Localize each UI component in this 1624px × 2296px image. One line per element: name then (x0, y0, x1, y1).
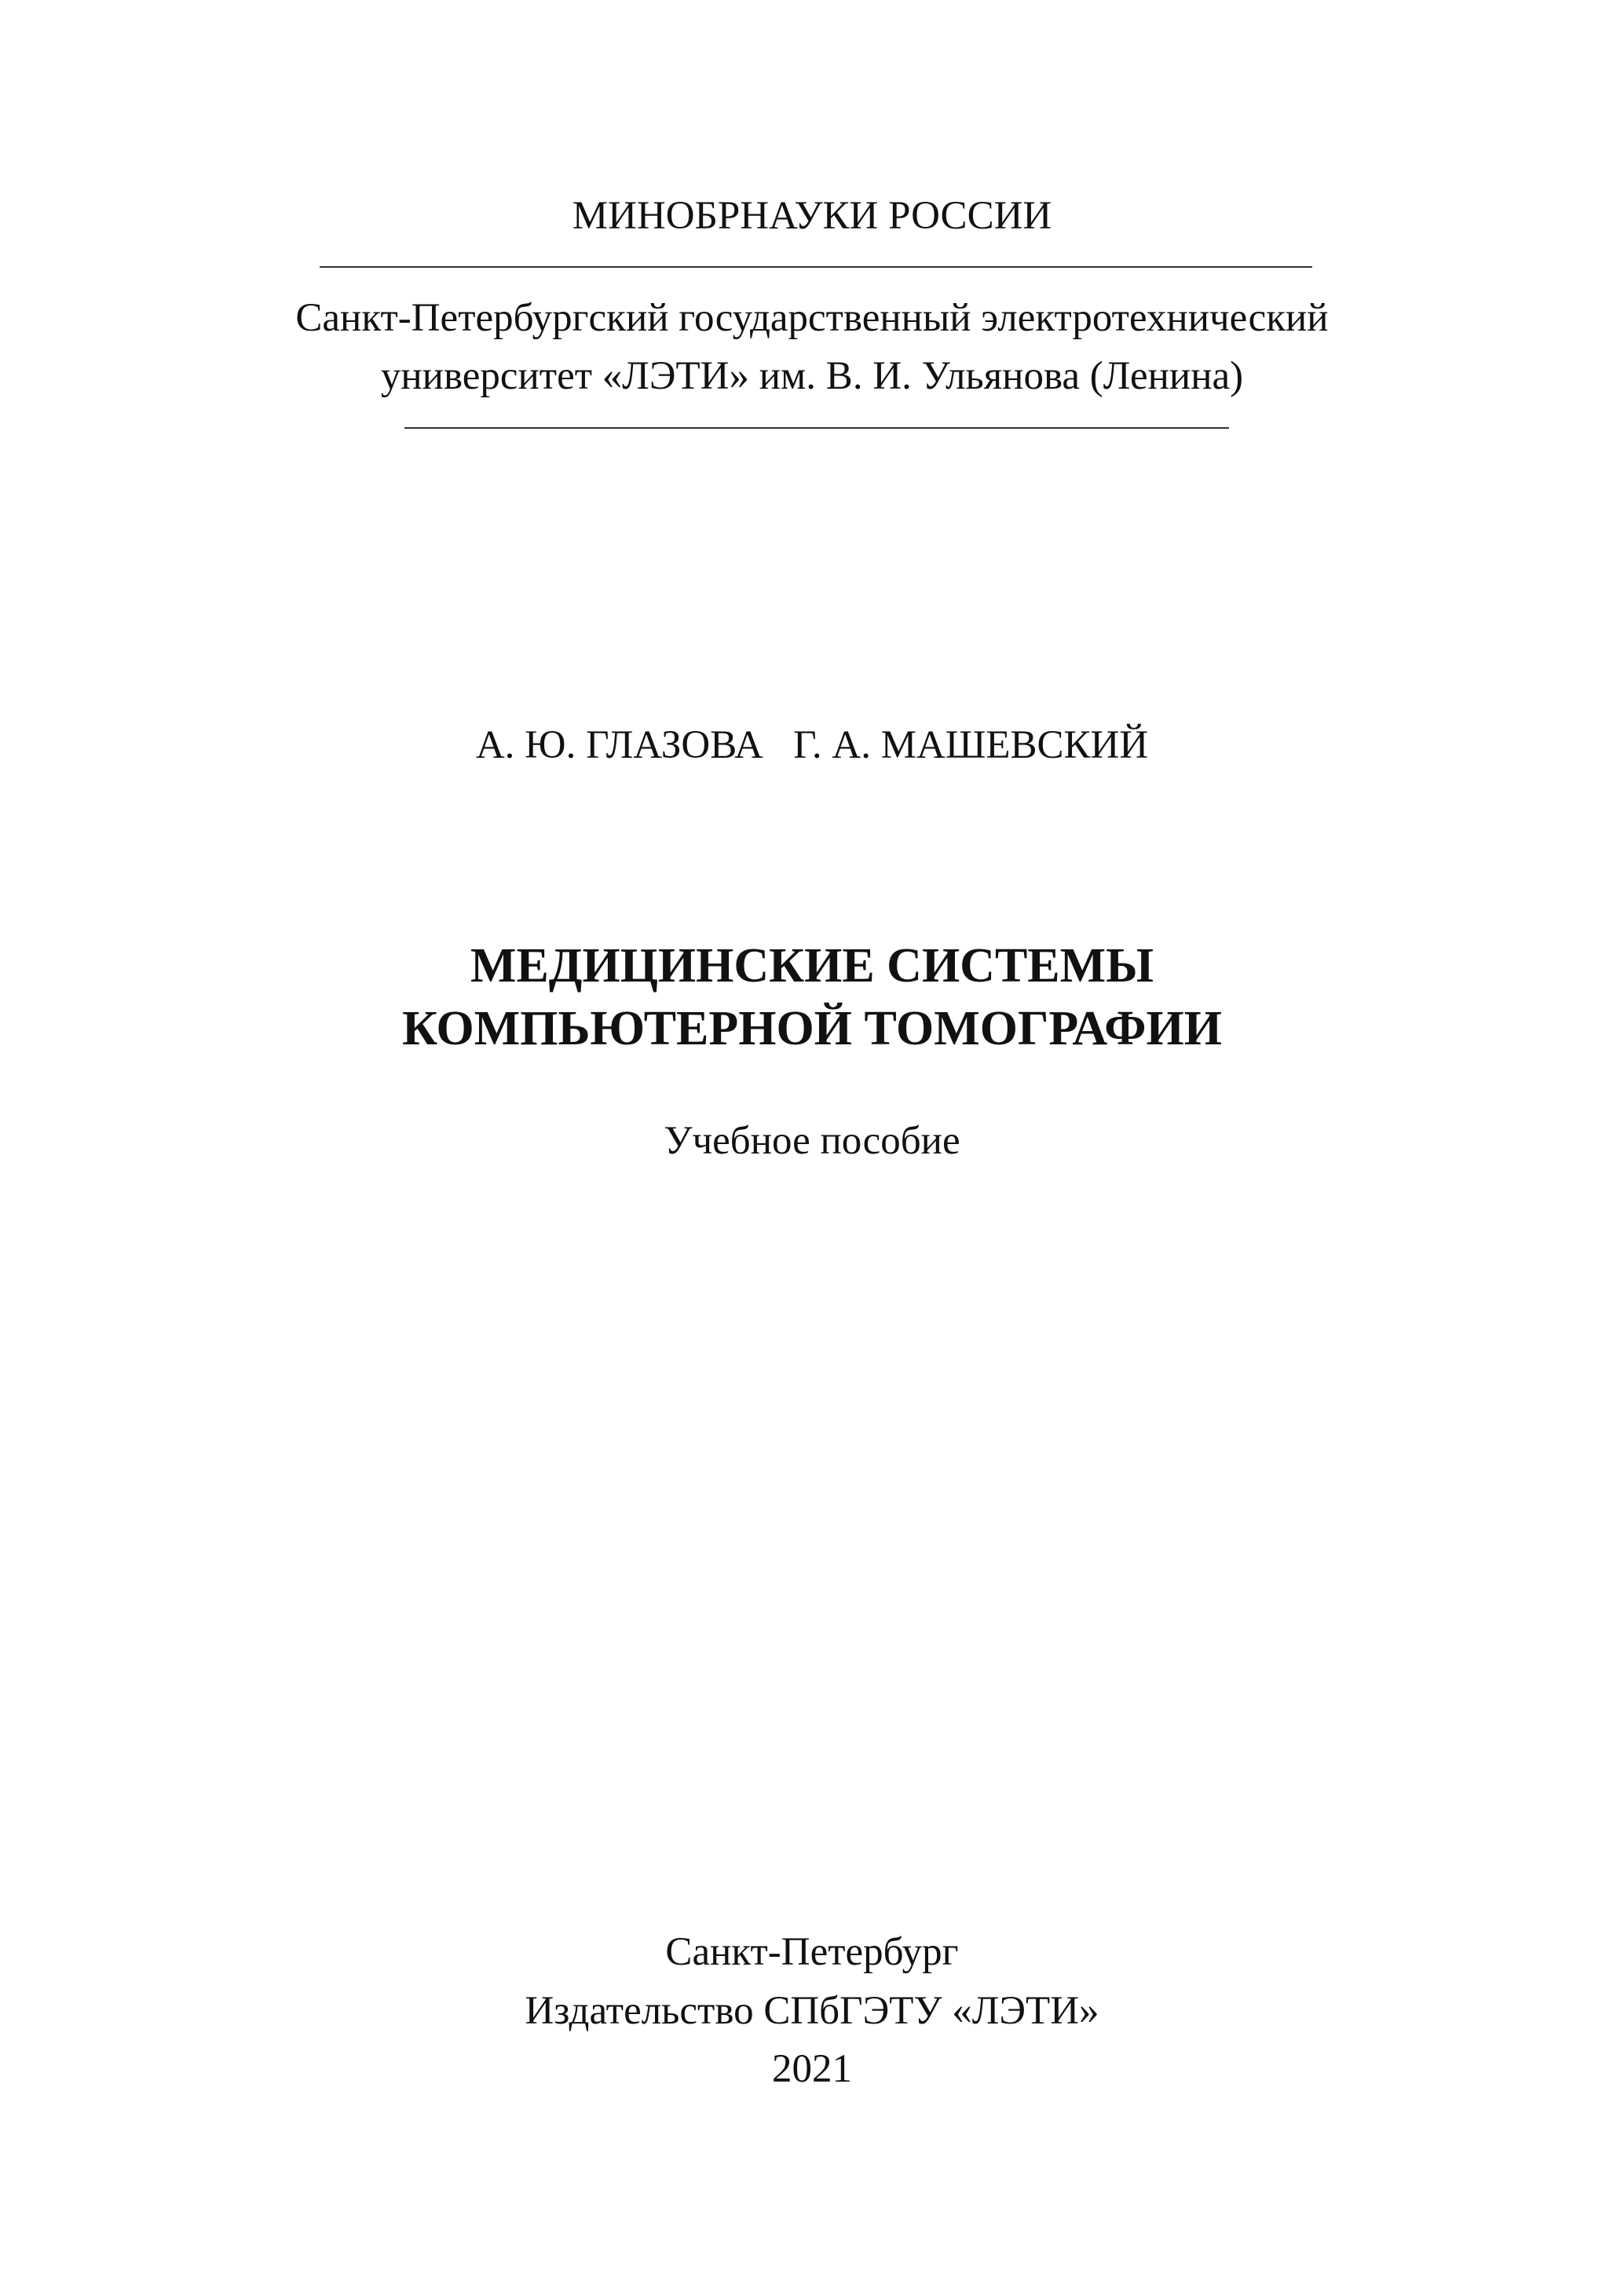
university-name-line2: университет «ЛЭТИ» им. В. И. Ульянова (Ленина) (380, 354, 1244, 398)
authors: А. Ю. ГЛАЗОВА Г. А. МАШЕВСКИЙ (475, 723, 1149, 767)
book-title-line2: КОМПЬЮТЕРНОЙ ТОМОГРАФИИ (402, 1002, 1222, 1055)
header-divider-top (320, 266, 1312, 268)
header-divider-bottom (404, 427, 1229, 429)
publication-year: 2021 (772, 2047, 852, 2091)
publication-city: Санкт-Петербург (665, 1930, 959, 1974)
ministry-name: МИНОБРНАУКИ РОССИИ (572, 194, 1052, 238)
book-subtitle: Учебное пособие (664, 1119, 960, 1163)
publisher-name: Издательство СПбГЭТУ «ЛЭТИ» (525, 1989, 1099, 2033)
book-title-line1: МЕДИЦИНСКИЕ СИСТЕМЫ (470, 939, 1154, 993)
university-name-line1: Санкт-Петербургский государственный электротехнический (295, 296, 1329, 340)
